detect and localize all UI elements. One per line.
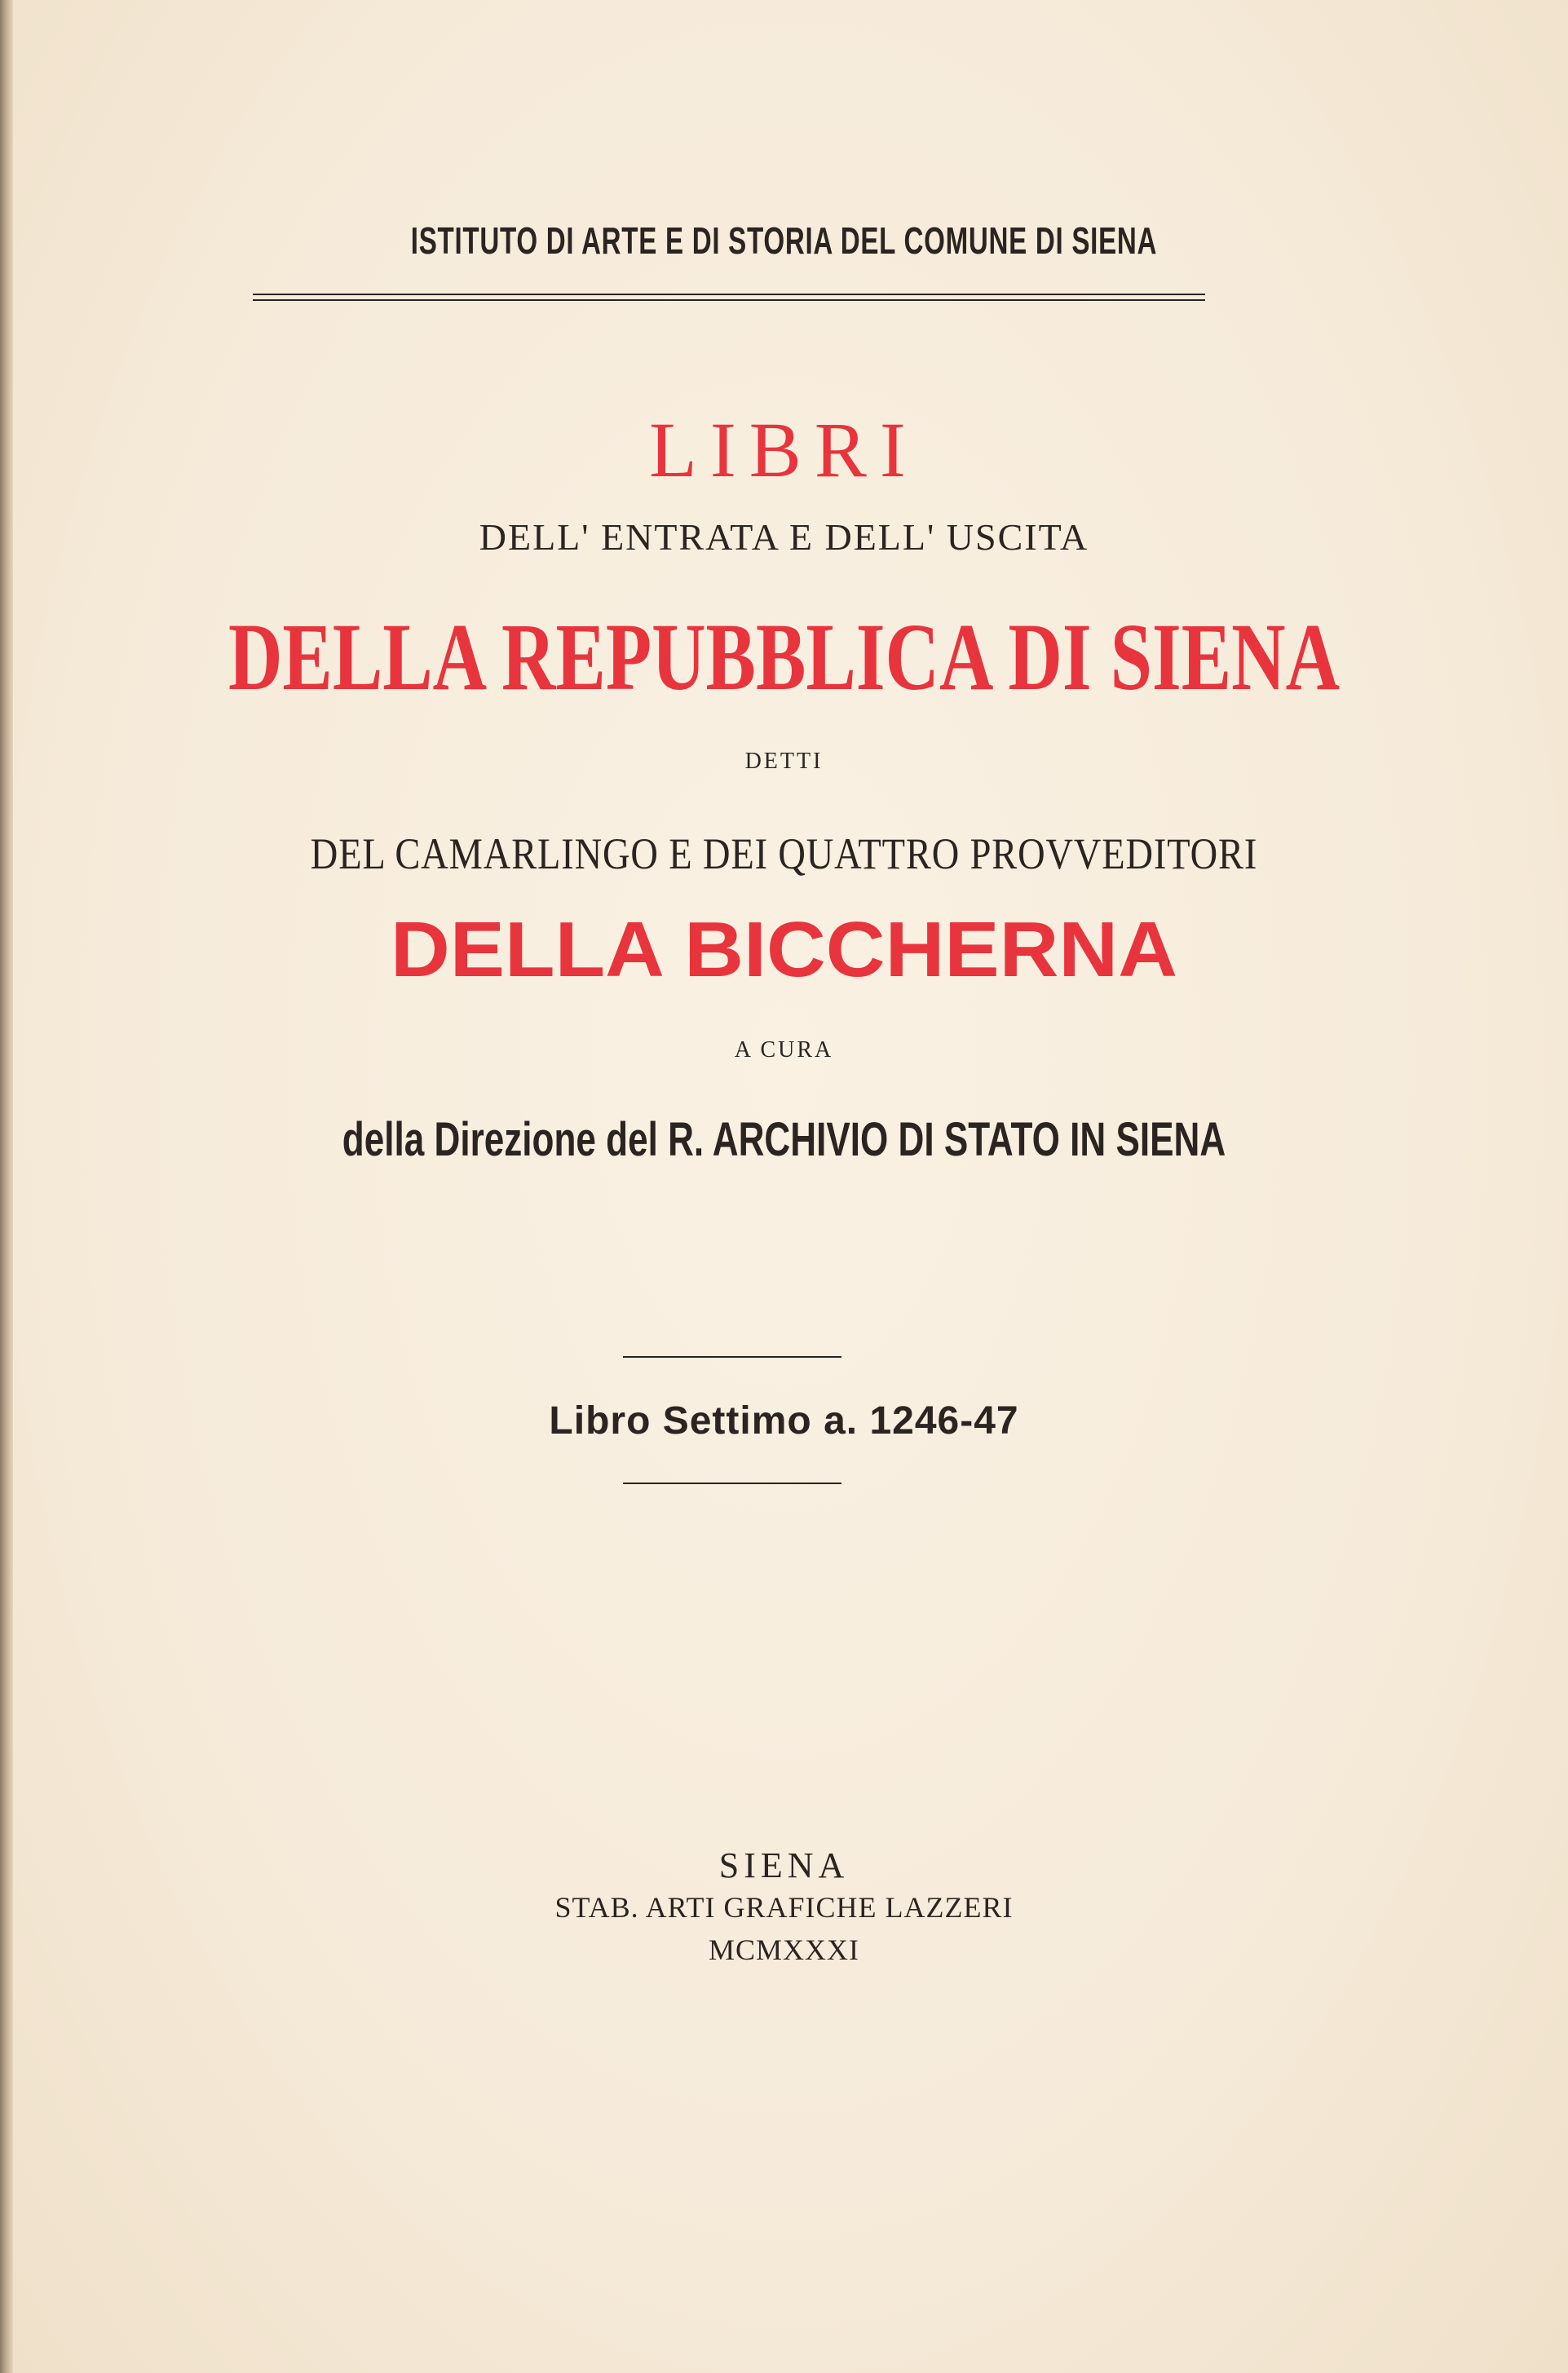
title-libri: LIBRI <box>649 406 919 493</box>
rule-above-volume <box>623 1356 841 1358</box>
title-camarlingo: DEL CAMARLINGO E DEI QUATTRO PROVVEDITORI <box>310 829 1258 878</box>
rule-below-volume <box>623 1483 841 1484</box>
page-edge <box>0 0 13 2373</box>
volume-label: Libro Settimo a. 1246-47 <box>549 1399 1019 1443</box>
institute-heading: ISTITUTO DI ARTE E DI STORIA DEL COMUNE DI SIENA <box>410 219 1158 262</box>
title-acura: A CURA <box>734 1037 834 1063</box>
title-entrata: DELL' ENTRATA E DELL' USCITA <box>479 516 1089 558</box>
title-repubblica: DELLA REPUBBLICA DI SIENA <box>227 603 1341 710</box>
title-biccherna: DELLA BICCHERNA <box>390 906 1178 993</box>
imprint-year: MCMXXXI <box>708 1933 859 1966</box>
imprint-city: SIENA <box>718 1845 850 1885</box>
title-direzione: della Direzione del R. ARCHIVIO DI STATO IN SIENA <box>342 1113 1226 1166</box>
imprint-printer: STAB. ARTI GRAFICHE LAZZERI <box>554 1891 1014 1924</box>
double-rule <box>253 294 1205 301</box>
title-detti: DETTI <box>744 749 824 774</box>
